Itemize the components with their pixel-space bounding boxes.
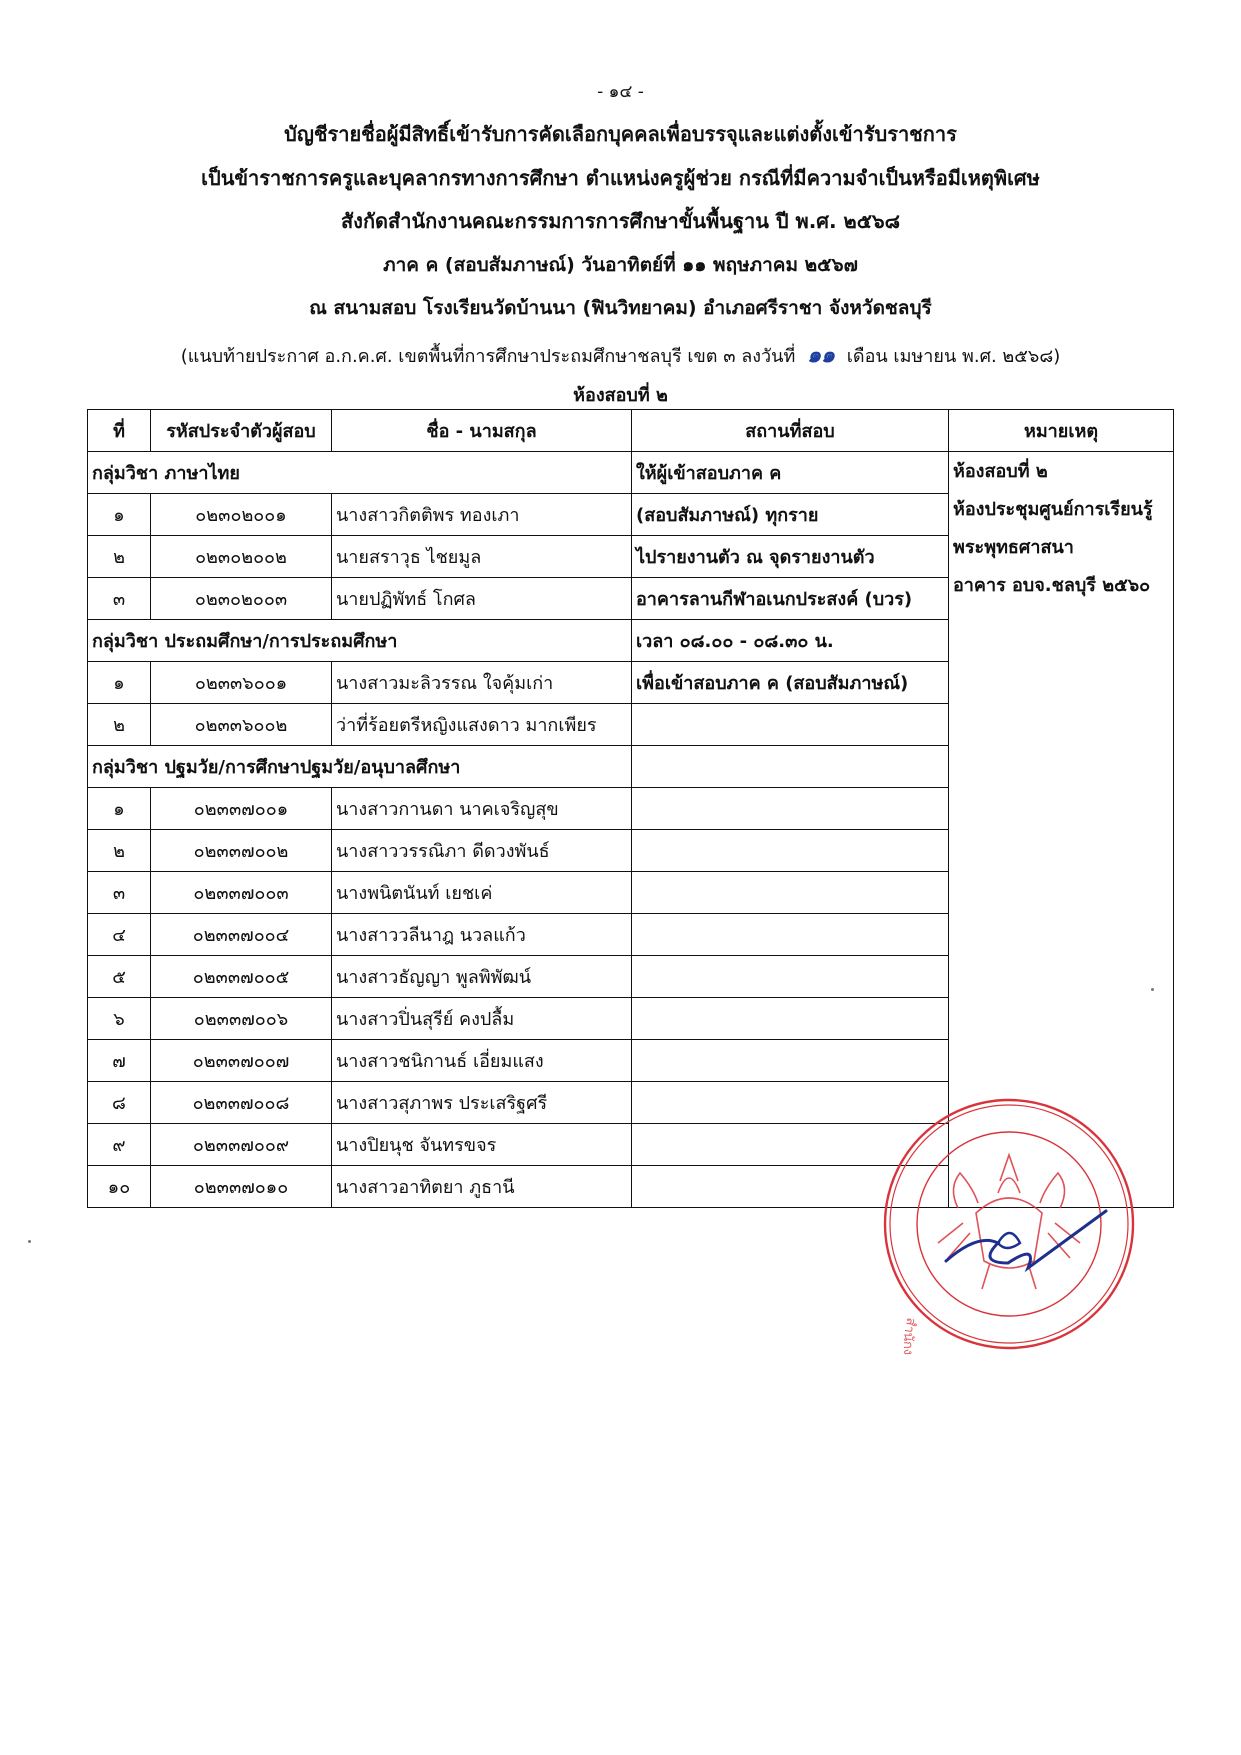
candidate-id: ๐๒๓๓๗๐๐๗ <box>151 1040 332 1082</box>
table-header-row <box>88 410 1174 452</box>
exam-date-line: ภาค ค (สอบสัมภาษณ์) วันอาทิตย์ที่ ๑๑ พฤษภาคม ๒๕๖๗ <box>383 254 858 276</box>
candidate-id: ๐๒๓๓๗๐๐๘ <box>151 1082 332 1124</box>
candidate-table <box>87 409 1174 1208</box>
exam-location-cell <box>632 578 949 620</box>
candidate-number: ๗ <box>88 1040 151 1082</box>
candidate-number: ๑ <box>88 494 151 536</box>
candidate-number: ๕ <box>88 956 151 998</box>
candidate-number: ๒ <box>88 830 151 872</box>
candidate-number: ๘ <box>88 1082 151 1124</box>
note-line: ห้องสอบที่ ๒ <box>953 461 1048 482</box>
candidate-name: นางสาววรรณิภา ดีดวงพันธ์ <box>332 830 632 872</box>
candidate-id: ๐๒๓๓๗๐๐๒ <box>151 830 332 872</box>
group-header-row <box>88 452 1174 494</box>
announcement-reference-start: (แนบท้ายประกาศ อ.ก.ค.ศ. เขตพื้นที่การศึกษาประถมศึกษาชลบุรี เขต ๓ ลงวันที่ <box>180 346 796 367</box>
handwritten-day: ๑๑ <box>807 343 835 368</box>
candidate-name: นางสาวปิ่นสุรีย์ คงปลื้ม <box>332 998 632 1040</box>
exam-location-cell <box>632 872 949 914</box>
column-header-location: สถานที่สอบ <box>632 410 949 452</box>
exam-location-line: ให้ผู้เข้าสอบภาค ค <box>636 463 782 484</box>
column-header-id: รหัสประจำตัวผู้สอบ <box>151 410 332 452</box>
candidate-number: ๑ <box>88 662 151 704</box>
exam-location-line: ไปรายงานตัว ณ จุดรายงานตัว <box>636 547 875 568</box>
exam-location-cell <box>632 998 949 1040</box>
candidate-id: ๐๒๓๓๖๐๐๒ <box>151 704 332 746</box>
official-seal-stamp <box>878 1093 1140 1355</box>
candidate-id: ๐๒๓๓๗๐๐๑ <box>151 788 332 830</box>
candidate-name: นางสาวธัญญา พูลพิพัฒน์ <box>332 956 632 998</box>
page-number: - ๑๔ - <box>597 82 644 102</box>
candidate-id: ๐๒๓๐๒๐๐๓ <box>151 578 332 620</box>
candidate-name: นายปฏิพัทธ์ โกศล <box>332 578 632 620</box>
exam-location-cell <box>632 536 949 578</box>
candidate-name: นางสาวกิตติพร ทองเภา <box>332 494 632 536</box>
room-label: ห้องสอบที่ ๒ <box>573 385 668 406</box>
exam-venue-line: ณ สนามสอบ โรงเรียนวัดบ้านนา (ฟินวิทยาคม) อำเภอศรีราชา จังหวัดชลบุรี <box>309 297 932 319</box>
candidate-number: ๓ <box>88 578 151 620</box>
title-line-3: สังกัดสำนักงานคณะกรรมการการศึกษาขั้นพื้นฐาน ปี พ.ศ. ๒๕๖๘ <box>340 209 901 233</box>
subject-group-title: กลุ่มวิชา ปฐมวัย/การศึกษาปฐมวัย/อนุบาลศึกษา <box>88 746 632 788</box>
exam-location-cell <box>632 914 949 956</box>
candidate-name: นางสาวอาทิตยา ภูธานี <box>332 1166 632 1208</box>
subject-group-title: กลุ่มวิชา ประถมศึกษา/การประถมศึกษา <box>88 620 632 662</box>
candidate-number: ๑ <box>88 788 151 830</box>
seal-text: สำนักง <box>899 1316 919 1355</box>
candidate-number: ๑๐ <box>88 1166 151 1208</box>
note-line: ห้องประชุมศูนย์การเรียนรู้ <box>953 499 1153 520</box>
exam-location-cell <box>632 956 949 998</box>
candidate-name: นางสาวสุภาพร ประเสริฐศรี <box>332 1082 632 1124</box>
exam-location-line: (สอบสัมภาษณ์) ทุกราย <box>636 505 819 526</box>
scan-dot <box>28 1240 31 1243</box>
note-line: พระพุทธศาสนา <box>953 537 1074 558</box>
candidate-id: ๐๒๓๓๗๐๐๕ <box>151 956 332 998</box>
candidate-id: ๐๒๓๐๒๐๐๒ <box>151 536 332 578</box>
candidate-name: นางสาวกานดา นาคเจริญสุข <box>332 788 632 830</box>
candidate-id: ๐๒๓๓๗๐๐๓ <box>151 872 332 914</box>
exam-location-cell <box>632 620 949 662</box>
candidate-id: ๐๒๓๐๒๐๐๑ <box>151 494 332 536</box>
candidate-number: ๔ <box>88 914 151 956</box>
exam-location-cell <box>632 452 949 494</box>
candidate-name: นางสาวชนิกานธ์ เอี่ยมแสง <box>332 1040 632 1082</box>
candidate-name: นายสราวุธ ไชยมูล <box>332 536 632 578</box>
candidate-name: นางสาวมะลิวรรณ ใจคุ้มเก่า <box>332 662 632 704</box>
exam-location-line: เพื่อเข้าสอบภาค ค (สอบสัมภาษณ์) <box>636 673 909 694</box>
exam-location-cell <box>632 746 949 788</box>
exam-location-cell <box>632 830 949 872</box>
candidate-name: นางสาววลีนาฎ นวลแก้ว <box>332 914 632 956</box>
scan-dot <box>1151 988 1154 991</box>
candidate-number: ๙ <box>88 1124 151 1166</box>
candidate-id: ๐๒๓๓๗๐๐๔ <box>151 914 332 956</box>
candidate-number: ๖ <box>88 998 151 1040</box>
candidate-number: ๓ <box>88 872 151 914</box>
candidate-name: ว่าที่ร้อยตรีหญิงแสงดาว มากเพียร <box>332 704 632 746</box>
column-header-note: หมายเหตุ <box>949 410 1174 452</box>
subject-group-title: กลุ่มวิชา ภาษาไทย <box>88 452 632 494</box>
candidate-number: ๒ <box>88 536 151 578</box>
title-line-1: บัญชีรายชื่อผู้มีสิทธิ์เข้ารับการคัดเลือกบุคคลเพื่อบรรจุและแต่งตั้งเข้ารับราชการ <box>284 122 957 146</box>
exam-location-cell <box>632 494 949 536</box>
column-header-no: ที่ <box>88 410 151 452</box>
exam-location-cell <box>632 704 949 746</box>
exam-location-cell <box>632 662 949 704</box>
exam-location-cell <box>632 1040 949 1082</box>
note-line: อาคาร อบจ.ชลบุรี ๒๕๖๐ <box>953 575 1151 596</box>
candidate-id: ๐๒๓๓๖๐๐๑ <box>151 662 332 704</box>
candidate-id: ๐๒๓๓๗๐๐๙ <box>151 1124 332 1166</box>
exam-location-line: อาคารลานกีฬาอเนกประสงค์ (บวร) <box>636 589 913 610</box>
exam-location-cell <box>632 788 949 830</box>
candidate-name: นางปิยนุช จันทรขจร <box>332 1124 632 1166</box>
candidate-number: ๒ <box>88 704 151 746</box>
announcement-reference <box>0 337 1241 372</box>
title-line-2: เป็นข้าราชการครูและบุคลากรทางการศึกษา ตำแหน่งครูผู้ช่วย กรณีที่มีความจำเป็นหรือมีเหตุพิเศษ <box>201 166 1040 190</box>
candidate-id: ๐๒๓๓๗๐๐๖ <box>151 998 332 1040</box>
announcement-reference-end: เดือน เมษายน พ.ศ. ๒๕๖๘) <box>846 346 1061 367</box>
candidate-id: ๐๒๓๓๗๐๑๐ <box>151 1166 332 1208</box>
exam-location-line: เวลา ๐๘.๐๐ - ๐๘.๓๐ น. <box>636 631 834 652</box>
candidate-name: นางพนิตนันท์ เยชเค่ <box>332 872 632 914</box>
column-header-name: ชื่อ - นามสกุล <box>332 410 632 452</box>
